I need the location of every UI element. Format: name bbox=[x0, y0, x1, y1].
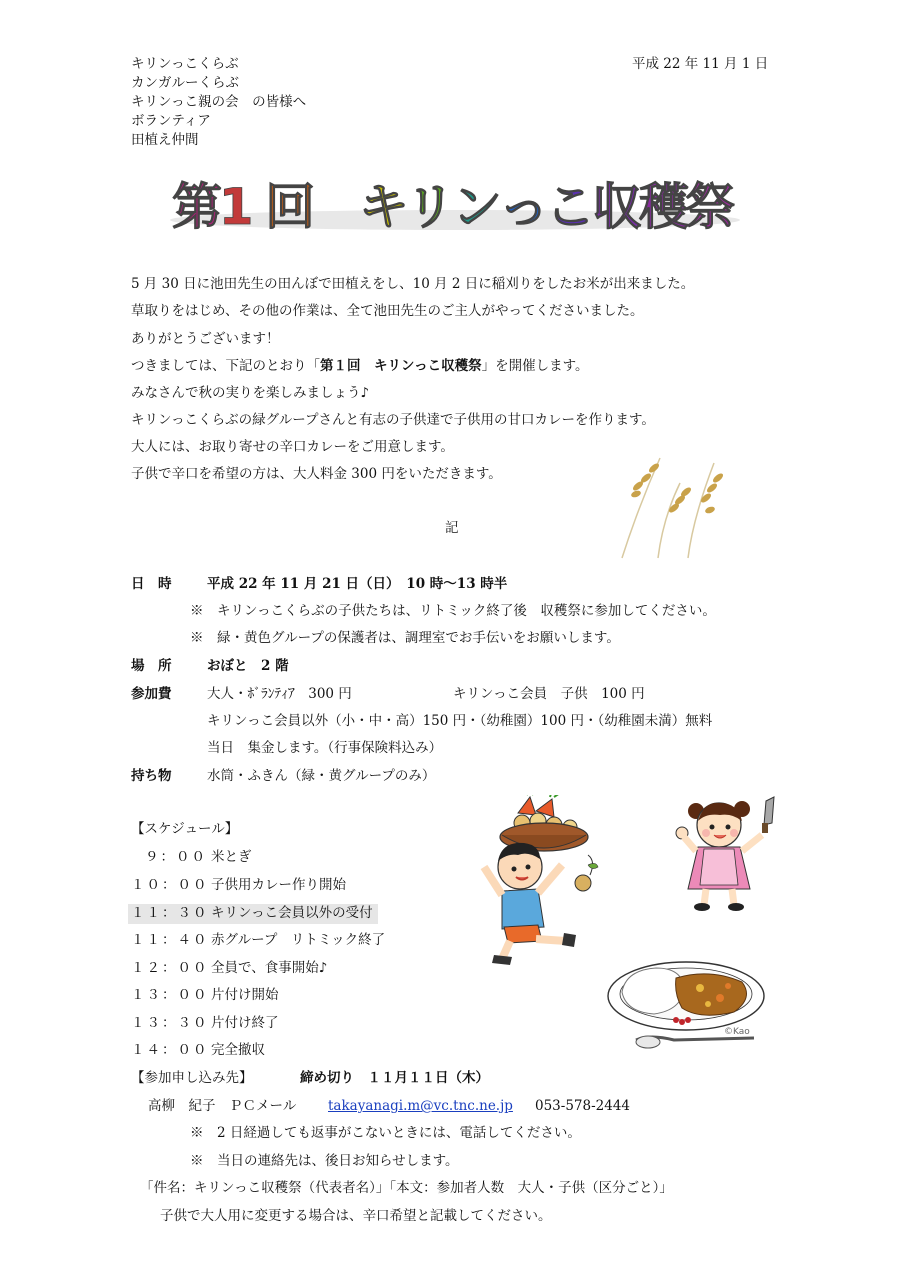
intro-line-1: 5 月 30 日に池田先生の田んぼで田植えをし、10 月 2 日に稲刈りをしたお米が出来ました。 bbox=[131, 276, 695, 292]
schedule-text: 米とぎ bbox=[211, 849, 252, 865]
datetime-note-2: ※ 緑・黄色グループの保護者は、調理室でお手伝いをお願いします。 bbox=[190, 630, 620, 646]
schedule-text: 片付け終了 bbox=[211, 1015, 279, 1031]
apply-note-2: ※ 当日の連絡先は、後日お知らせします。 bbox=[190, 1153, 459, 1169]
contact-email-link[interactable]: takayanagi.m@vc.tnc.ne.jp bbox=[328, 1098, 513, 1114]
schedule-text: 赤グループ リトミック終了 bbox=[211, 932, 386, 948]
intro-line-5: みなさんで秋の実りを楽しみましょう♪ bbox=[131, 385, 370, 401]
fee-member-child: キリンっこ会員 子供 100 円 bbox=[453, 686, 645, 702]
intro-line-8: 子供で辛口を希望の方は、大人料金 300 円をいただきます。 bbox=[131, 466, 502, 482]
intro-line-3: ありがとうございます！ bbox=[131, 331, 280, 347]
place-label: 場 所 bbox=[131, 658, 172, 674]
recipient-3: キリンっこ親の会 の皆様へ bbox=[131, 94, 307, 110]
schedule-text: 全員で、食事開始♪ bbox=[211, 960, 328, 976]
curry-rice-illustration bbox=[604, 958, 772, 1058]
schedule-time: １３：３０ bbox=[131, 1015, 209, 1031]
title-char: 回 bbox=[265, 178, 316, 236]
event-title bbox=[160, 172, 750, 242]
schedule-time: １１：４０ bbox=[131, 932, 209, 948]
title-char: っ bbox=[498, 178, 549, 236]
ki-heading: 記 bbox=[445, 520, 459, 536]
schedule-text: キリンっこ会員以外の受付 bbox=[211, 905, 373, 921]
fee-adult: 大人・ﾎﾞﾗﾝﾃｨｱ 300 円 bbox=[207, 686, 352, 702]
intro-line-7: 大人には、お取り寄せの辛口カレーをご用意します。 bbox=[131, 439, 454, 455]
title-char: 収 bbox=[592, 178, 642, 236]
contact-phone: 053-578-2444 bbox=[535, 1098, 631, 1114]
fee-collect: 当日 集金します。（行事保険料込み） bbox=[207, 740, 443, 756]
mail-format-line: 「件名：キリンっこ収穫祭（代表者名）」「本文：参加者人数 大人・子供（区分ごと）」 bbox=[140, 1180, 673, 1196]
schedule-heading: 【スケジュール】 bbox=[131, 821, 239, 837]
fee-others: キリンっこ会員以外（小・中・高）150 円・（幼稚園）100 円・（幼稚園未満）無料 bbox=[207, 713, 713, 729]
title-char: 1 bbox=[218, 178, 254, 236]
fee-label: 参加費 bbox=[131, 686, 172, 702]
datetime-value: 平成 22 年 11 月 21 日（日） 10 時～13 時半 bbox=[207, 576, 508, 592]
apply-heading: 【参加申し込み先】 bbox=[131, 1070, 253, 1086]
document-date: 平成 22 年 11 月 1 日 bbox=[632, 56, 769, 72]
bring-value: 水筒・ふきん（緑・黄グループのみ） bbox=[207, 768, 436, 784]
bring-label: 持ち物 bbox=[131, 768, 172, 784]
schedule-time: １０：００ bbox=[131, 877, 209, 893]
apply-note-1: ※ 2 日経過しても返事がこないときには、電話してください。 bbox=[190, 1125, 581, 1141]
title-char: 第 bbox=[172, 178, 222, 236]
illustration-credit: ©Kao bbox=[724, 1027, 750, 1037]
schedule-time: １２：００ bbox=[131, 960, 209, 976]
girl-cooking-illustration bbox=[674, 795, 784, 913]
title-char: ン bbox=[452, 178, 502, 236]
schedule-time: １１：３０ bbox=[131, 905, 209, 921]
recipient-4: ボランティア bbox=[131, 113, 211, 129]
recipient-5: 田植え仲間 bbox=[131, 132, 199, 148]
schedule-time: １４：００ bbox=[131, 1042, 209, 1058]
event-name-bold: 第１回 キリンっこ収穫祭 bbox=[320, 358, 482, 374]
rice-ears-illustration bbox=[618, 448, 730, 560]
schedule-time: １３：００ bbox=[131, 987, 209, 1003]
intro-line-6: キリンっこくらぶの緑グループさんと有志の子供達で子供用の甘口カレーを作ります。 bbox=[131, 412, 655, 428]
place-value: おぼと 2 階 bbox=[207, 658, 289, 674]
intro-line-2: 草取りをはじめ、その他の作業は、全て池田先生のご主人がやってくださいました。 bbox=[131, 303, 644, 319]
contact-name: 高柳 紀子 ＰＣメール bbox=[148, 1098, 297, 1114]
datetime-label: 日 時 bbox=[131, 576, 172, 592]
schedule-text: 子供用カレー作り開始 bbox=[211, 877, 346, 893]
title-char: キ bbox=[358, 178, 409, 236]
intro-line-4: つきましては、下記のとおり「第１回 キリンっこ収穫祭」を開催します。 bbox=[131, 358, 589, 374]
datetime-note-1: ※ キリンっこくらぶの子供たちは、リトミック終了後 収穫祭に参加してください。 bbox=[190, 603, 716, 619]
last-note: 子供で大人用に変更する場合は、辛口希望と記載してください。 bbox=[160, 1208, 552, 1224]
title-char: 祭 bbox=[685, 178, 736, 236]
title-char: リ bbox=[405, 178, 456, 236]
recipient-2: カンガルーくらぶ bbox=[131, 75, 239, 91]
boy-with-vegetables-illustration bbox=[478, 795, 613, 967]
title-char bbox=[312, 178, 362, 236]
title-char: こ bbox=[545, 178, 596, 236]
apply-deadline: 締め切り １１月１１日（木） bbox=[300, 1070, 489, 1086]
schedule-text: 完全撤収 bbox=[211, 1042, 265, 1058]
title-char: 穫 bbox=[638, 178, 689, 236]
recipient-1: キリンっこくらぶ bbox=[131, 56, 239, 72]
schedule-text: 片付け開始 bbox=[211, 987, 279, 1003]
schedule-time: ９：００ bbox=[145, 849, 207, 865]
